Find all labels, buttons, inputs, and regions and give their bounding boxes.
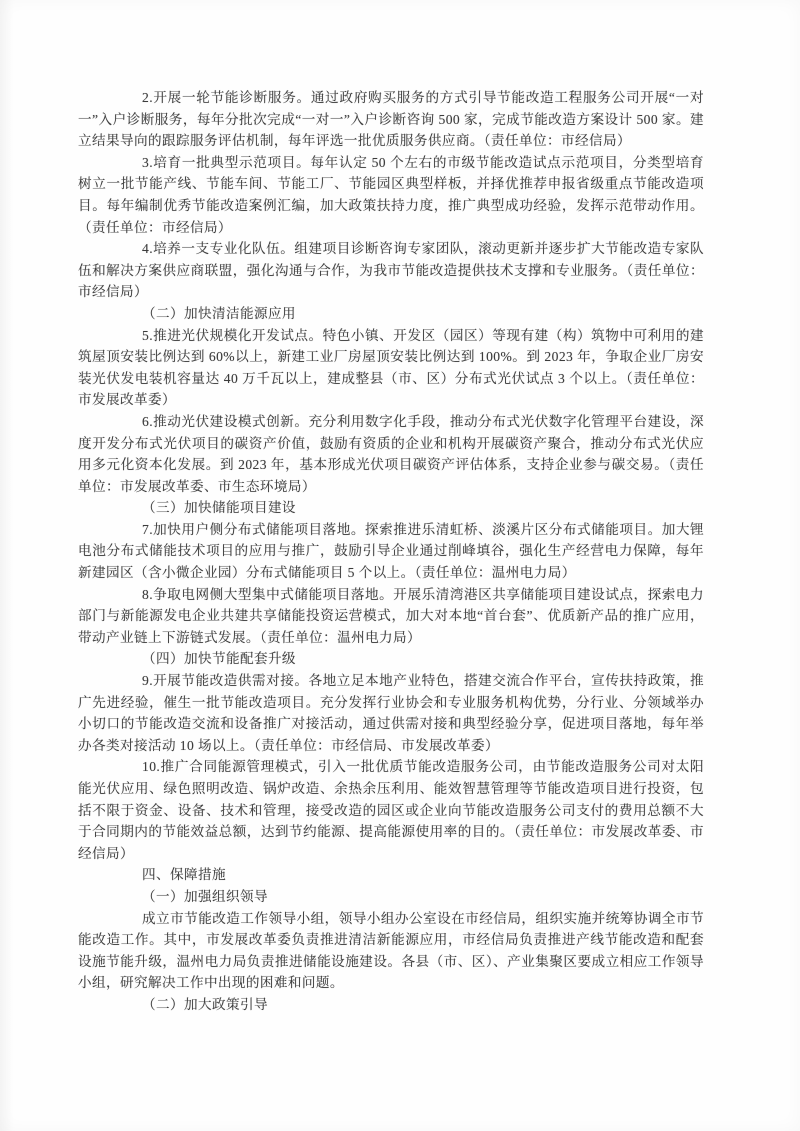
document-paragraph: 6.推动光伏建设模式创新。充分利用数字化手段，推动分布式光伏数字化管理平台建设，深度开发分布式光伏项目的碳资产价值，鼓励有资质的企业和机构开展碳资产聚合，推动分布式光伏应用多元化资本化发展。到 2023 年，基本形成光伏项目碳资产评估体系，支持企业参与碳交易。（责任单位：市发展改革委、市生态环境局） <box>78 413 704 494</box>
document-paragraph: 10.推广合同能源管理模式，引入一批优质节能改造服务公司，由节能改造服务公司对太阳能光伏应用、绿色照明改造、锅炉改造、余热余压利用、能效智慧管理等节能改造项目进行投资，包括不限于资金、设备、技术和管理，接受改造的园区或企业向节能改造服务公司支付的费用总额不大于合同期内的节能效益总额，达到节约能源、提高能源使用率的目的。（责任单位：市发展改革委、市经信局） <box>78 759 704 861</box>
section-heading: （一）加强组织领导 <box>142 888 268 904</box>
document-paragraph: 9.开展节能改造供需对接。各地立足本地产业特色，搭建交流合作平台，宣传扶持政策，推广先进经验，催生一批节能改造项目。充分发挥行业协会和专业服务机构优势，分行业、分领域举办小切口的节能改造交流和设备推广对接活动，通过供需对接和典型经验分享，促进项目落地，每年举办各类对接活动 10 场以上。（责任单位：市经信局、市发展改革委） <box>78 673 704 753</box>
section-heading: （二）加大政策引导 <box>142 996 268 1012</box>
document-paragraph: 8.争取电网侧大型集中式储能项目落地。开展乐清湾港区共享储能项目建设试点，探索电力部门与新能源发电企业共建共享储能投资运营模式，加大对本地“首台套”、优质新产品的推广应用，带动产业链上下游链式发展。（责任单位：温州电力局） <box>78 586 704 645</box>
section-heading: （四）加快节能配套升级 <box>142 651 296 667</box>
scan-edge-shading <box>0 0 14 1131</box>
document-paragraph: 2.开展一轮节能诊断服务。通过政府购买服务的方式引导节能改造工程服务公司开展“一对一”入户诊断服务，每年分批次完成“一对一”入户诊断咨询 500 家，完成节能改造方案设计 500 家。建立结果导向的跟踪服务评估机制，每年评选一批优质服务供应商。（责任单位：市经信局） <box>78 90 704 149</box>
document-paragraph: 5.推进光伏规模化开发试点。特色小镇、开发区（园区）等现有建（构）筑物中可利用的建筑屋顶安装比例达到 60%以上，新建工业厂房屋顶安装比例达到 100%。到 2023 年，争取企业厂房安装光伏发电装机容量达 40 万千瓦以上，建成整县（市、区）分布式光伏试点 3 个以上。（责任单位：市发展改革委） <box>78 327 704 408</box>
document-body <box>78 87 704 1016</box>
section-heading: 四、保障措施 <box>142 867 226 883</box>
section-heading: （二）加快清洁能源应用 <box>142 305 296 321</box>
section-heading: （三）加快储能项目建设 <box>142 500 296 516</box>
document-paragraph: 成立市节能改造工作领导小组，领导小组办公室设在市经信局，组织实施并统筹协调全市节能改造工作。其中，市发展改革委负责推进清洁新能源应用，市经信局负责推进产线节能改造和配套设施节能升级，温州电力局负责推进储能设施建设。各县（市、区）、产业集聚区要成立相应工作领导小组，研究解决工作中出现的困难和问题。 <box>78 910 704 991</box>
document-paragraph: 4.培养一支专业化队伍。组建项目诊断咨询专家团队，滚动更新并逐步扩大节能改造专家队伍和解决方案供应商联盟，强化沟通与合作，为我市节能改造提供技术支撑和专业服务。（责任单位：市经信局） <box>78 241 704 300</box>
document-paragraph: 7.加快用户侧分布式储能项目落地。探索推进乐清虹桥、淡溪片区分布式储能项目。加大锂电池分布式储能技术项目的应用与推广，鼓励引导企业通过削峰填谷，强化生产经营电力保障，每年新建园区（含小微企业园）分布式储能项目 5 个以上。（责任单位：温州电力局） <box>78 521 704 581</box>
document-paragraph: 3.培育一批典型示范项目。每年认定 50 个左右的市级节能改造试点示范项目，分类型培育树立一批节能产线、节能车间、节能工厂、节能园区典型样板，并择优推荐申报省级重点节能改造项目。每年编制优秀节能改造案例汇编，加大政策扶持力度，推广典型成功经验，发挥示范带动作用。（责任单位：市经信局） <box>78 154 704 235</box>
